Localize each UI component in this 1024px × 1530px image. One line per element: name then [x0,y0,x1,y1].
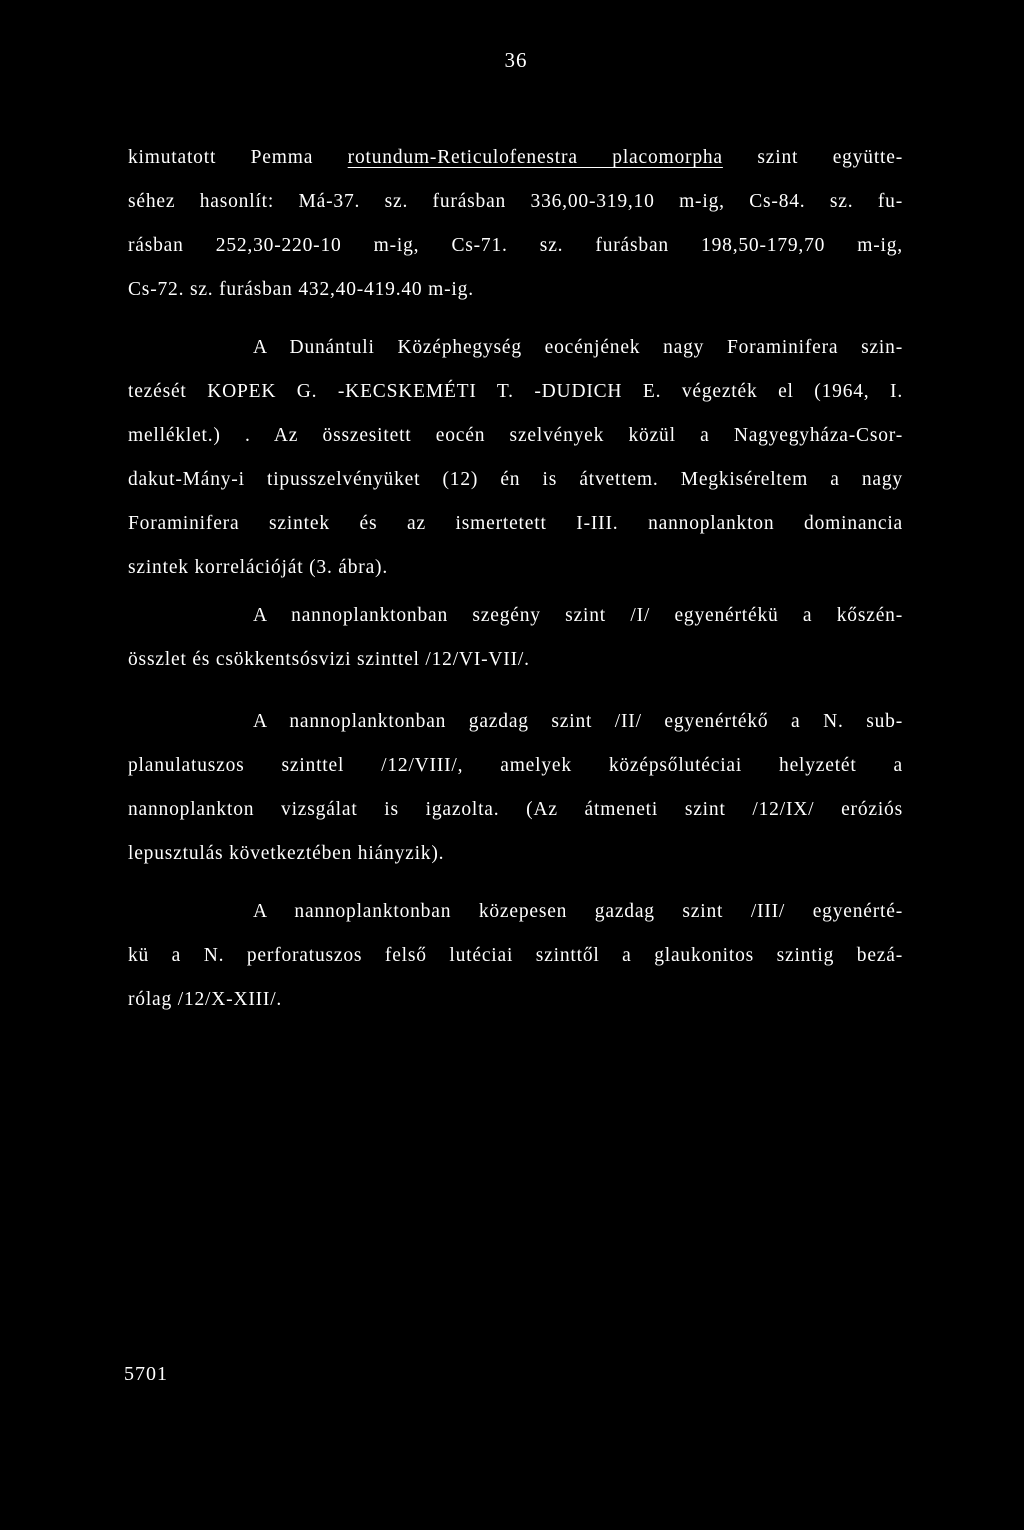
text-line: nannoplankton vizsgálat is igazolta. (Az átmeneti szint /12/IX/ eróziós [128,799,903,820]
text-line: A Dunántuli Középhegység eocénjének nagy Foraminifera szin- [253,337,903,358]
text-line: A nannoplanktonban gazdag szint /II/ egyenértékő a N. sub- [253,711,903,732]
text-line: lepusztulás következtében hiányzik). [128,843,445,864]
text-line: tezését KOPEK G. -KECSKEMÉTI T. -DUDICH E. végezték el (1964, I. [128,381,903,402]
text-line: kimutatott Pemma rotundum-Reticulofenestra placomorpha szint együtte- [128,147,903,168]
page-number: 36 [504,48,528,72]
document-code: 5701 [124,1363,168,1385]
text-line: planulatuszos szinttel /12/VIII/, amelyek középsőlutéciai helyzetét a [128,755,903,776]
text-line: A nannoplanktonban szegény szint /I/ egyenértékü a kőszén- [253,605,903,626]
text-line: szintek korrelációját (3. ábra). [128,557,389,578]
text-line: összlet és csökkentsósvizi szinttel /12/VI-VII/. [128,649,530,670]
text-line: Foraminifera szintek és az ismertetett I-III. nannoplankton dominancia [128,513,903,534]
text-line: A nannoplanktonban közepesen gazdag szint /III/ egyenérté- [253,901,903,922]
text-line: melléklet.) . Az összesitett eocén szelvények közül a Nagyegyháza-Csor- [128,425,903,446]
text-line: séhez hasonlít: Má-37. sz. furásban 336,00-319,10 m-ig, Cs-84. sz. fu- [128,191,903,212]
paragraph-3 [128,594,903,682]
text-line: Cs-72. sz. furásban 432,40-419.40 m-ig. [128,279,474,300]
text-line: dakut-Mány-i tipusszelvényüket (12) én is átvettem. Megkiséreltem a nagy [128,469,903,490]
paragraph-4 [128,700,903,876]
paragraph-5 [128,890,903,1022]
text-line: rólag /12/X-XIII/. [128,989,283,1010]
underlined-taxon: rotundum-Reticulofenestra placomorpha [347,147,723,168]
text-line: rásban 252,30-220-10 m-ig, Cs-71. sz. furásban 198,50-179,70 m-ig, [128,235,903,256]
paragraph-1 [128,136,903,312]
text-line: kü a N. perforatuszos felső lutéciai szinttől a glaukonitos szintig bezá- [128,945,903,966]
paragraph-2 [128,326,903,590]
